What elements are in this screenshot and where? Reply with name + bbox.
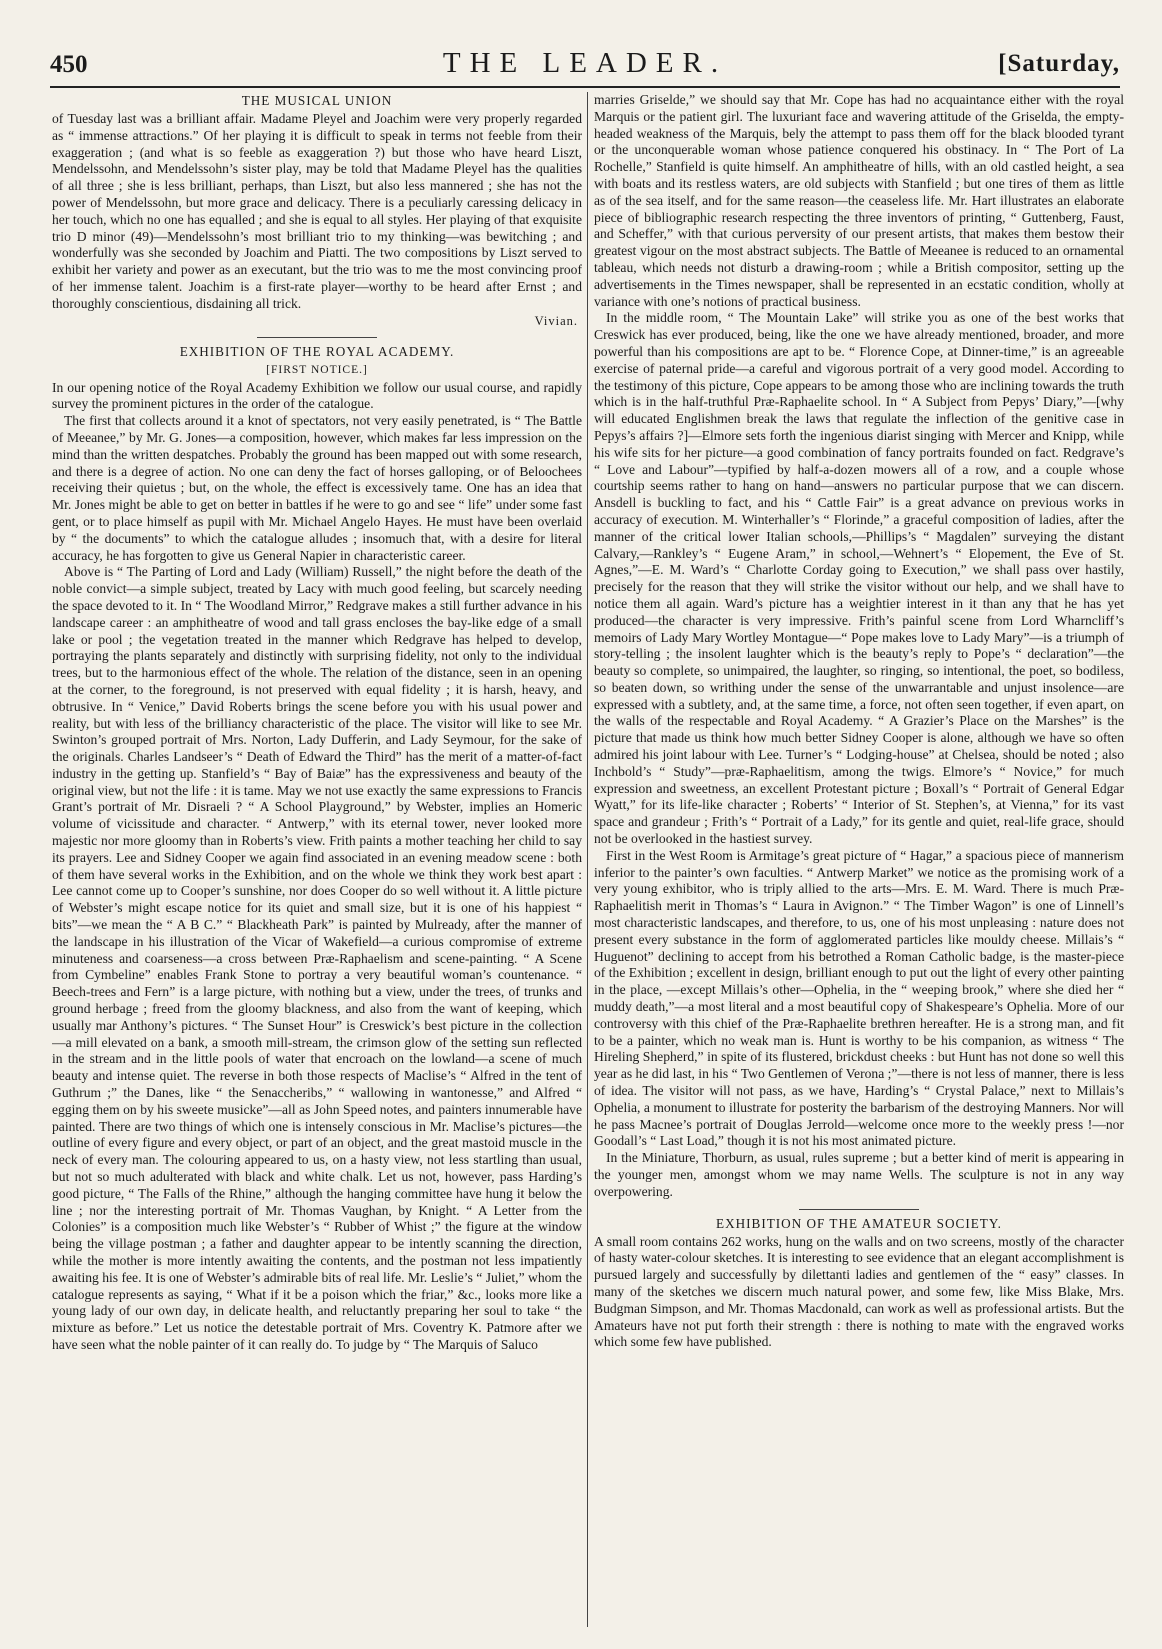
left-column (52, 92, 582, 1627)
page-number: 450 (50, 51, 88, 78)
right-column (594, 92, 1124, 1627)
academy-paragraph-3: Above is “ The Parting of Lord and Lady (William) Russell,” the night before the death of the noble convict—a simple subject, treated by Lacy with much good feeling, but scarcely needing the space devoted to it. In “ The Woodland Mirror,” Redgrave makes a still further advance in his landscape career : an amphitheatre of wood and tall grass encloses the bay-like edge of a small lake or pool ; the vegetation treated in the manner which Redgrave has helped to develop, portraying the plants separately and distinctly with surprising fidelity, not only to the individual trees, but to the harmonious effect of the whole. The relation of the distance, seen in an opening at the corner, to the foreground, is not preserved with equal fidelity ; it is harsh, heavy, and obtrusive. In “ Venice,” David Roberts brings the scene before you with his usual power and reality, but with less of the brilliancy characteristic of the place. The visitor will like to see Mr. Swinton’s grouped portrait of Mrs. Norton, Lady Dufferin, and Lady Seymour, for the sake of the originals. Charles Landseer’s “ Death of Edward the Third” has the merit of a matter-of-fact industry in the getting up. Stanfield’s “ Bay of Baiæ” has the expressiveness and beauty of the original view, but not the life : it is tame. May we not use exactly the same expressions to Francis Grant’s portrait of Mr. Disraeli ? “ A School Playground,” by Webster, implies an Homeric volume of vicissitude and character. “ Antwerp,” with its eternal tower, never looked more majestic nor more gloomy than in Roberts’s view. Frith paints a mother teaching her child to say its prayers. Lee and Sidney Cooper we again find associated in an evening meadow scene : both of them have several works in the Exhibition, and on the whole we think they work best apart : Lee cannot come up to Cooper’s sunshine, nor does Cooper do so well without it. A little picture of Webster’s might escape notice for its quiet and small size, but it is one of his happiest “ bits”—we mean the “ A B C.” “ Blackheath Park” is painted by Mulready, after the manner of the landscape in his illustration of the Vicar of Wakefield—a curious compromise of extreme minuteness and coarseness—a cross between Præ-Raphaelism and scene-painting. “ A Scene from Cymbeline” enables Frank Stone to portray a very beautiful woman’s countenance. “ Beech-trees and Fern” is a large picture, with nothing but a view, under the trees, of trunks and ground herbage ; freed from the gloomy blackness, and also from the want of keeping, which usually mar Anthony’s pictures. “ The Sunset Hour” is Creswick’s best picture in the collection—a mill elevated on a bank, a smooth mill-stream, the crimson glow of the setting sun reflected in the stream and in the little pools of water that encroach on the lowland—a scene of much beauty and intense quiet. The reverse in both those respects of Maclise’s “ Alfred in the tent of Guthrum ;” the Danes, like “ the Senaccheribs,” “ wallowing in wantonesse,” and Alfred “ egging them on by his sweete musicke”—all as John Speed notes, and painters innumerable have painted. There are two things of which one is intensely conscious in Mr. Maclise’s pictures—the outline of every figure and every object, or part of an object, and the great mastoid muscle in the neck of every man. The colouring appeared to us, on a hasty view, not less startling than usual, but not so much adulterated with black and white chalk. Let us not, however, pass Harding’s good picture, “ The Falls of the Rhine,” although the hanging committee have hung it below the line ; nor the interesting portrait of Mr. Thomas Vaughan, by Knight. “ A Letter from the Colonies” is a composition much like Webster’s “ Rubber of Whist ;” the figure at the window being the village postman ; a father and daughter appear to be intently scanning the direction, while the mother is more intently awaiting the contents, and the postman not less impatiently awaiting his fee. It is one of Webster’s admirable bits of real life. Mr. Leslie’s “ Juliet,” whom the catalogue represents as saying, “ What if it be a poison which the friar,” &c., looks more like a young lady of our own day, in delicate health, and reluctantly preparing her soul to take “ the mixture as before.” Let us notice the detestable portrait of Mrs. Coventry K. Patmore after we have seen what the noble painter of it can really do. To judge by “ The Marquis of Saluco (52, 564, 582, 1352)
amateur-society-paragraph: A small room contains 262 works, hung on the walls and on two screens, mostly of the character of hasty water-colour sketches. It is interesting to see evidence that an elegant accomplishment is pursued largely and successfully by dilettanti ladies and gentlemen of the “ easy” classes. In many of the sketches we discern much natural power, and some few, like Miss Blake, Mrs. Budgman Simpson, and Mr. Thomas Macdonald, can work as well as professional artists. But the Amateurs have not put forth their strength : there is nothing to mate with the engraved works which some few have published. (594, 1233, 1124, 1350)
miniature-paragraph: In the Miniature, Thorburn, as usual, rules supreme ; but a better kind of merit is appearing in the younger men, amongst whom we may name Wells. The sculpture is not in any way overpowering. (594, 1150, 1124, 1199)
academy-paragraph-continued: marries Griselde,” we should say that Mr. Cope has had no acquaintance either with the royal Marquis or the patient girl. The luxuriant face and wavering attitude of the Griselda, the empty-headed weakness of the Marquis, bely the attempt to pass them off for the black blooded tyrant or the unconquerable woman whose patience conquered his obstinacy. In “ The Port of La Rochelle,” Stanfield is quite himself. An amphitheatre of hills, with an old castled height, a sea with boats and its restless waters, are old subjects with Stanfield ; but one tires of them as little as of the sea itself, and for the same reason—the ceaseless life. Mr. Hart illustrates an elaborate piece of bibliographic research respecting the three inventors of printing, “ Guttenberg, Faust, and Scheffer,” with that curious perversity of our present artists, that makes them bestow their greatest vigour on the most abstract subjects. The Battle of Meeanee is reduced to an ornamental tableau, which needs not disturb a drawing-room ; while a British compositor, setting up the advertisements in the Times newspaper, shall be represented in an ecstatic condition, wholly at variance with one’s notions of practical business. (594, 92, 1124, 309)
musical-union-paragraph: of Tuesday last was a brilliant affair. Madame Pleyel and Joachim were very properly regarded as “ immense attractions.” Of her playing it is difficult to speak in terms not feeble from their exaggeration ; (and what is so feeble as exaggeration ?) but those who have heard Liszt, Mendelssohn, and Mendelssohn’s sister play, may be told that Madame Pleyel has the qualities of all three ; she is less brilliant, perhaps, than Liszt, but also less mannered ; she has not the power of Mendelssohn, but more grace and delicacy. There is a peculiarly caressing delicacy in her touch, which no one has equalled ; and she is equal to all styles. Her playing of that exquisite trio D minor (49)—Mendelssohn’s most brilliant trio to my thinking—was bewitching ; and wonderfully was she seconded by Joachim and Piatti. The two compositions by Liszt served to exhibit her variety and power as an executant, but the trio was to me the most convincing proof of her immense talent. Joachim is a first-rate player—worthy to be heard after Ernst ; and thoroughly conscientious, disdaining all trick. (52, 111, 582, 311)
first-notice-subheading: [FIRST NOTICE.] (266, 363, 368, 376)
academy-paragraph-1: In our opening notice of the Royal Academy Exhibition we follow our usual course, and rapidly survey the prominent pictures in the order of the catalogue. (52, 379, 582, 412)
musical-union-heading: THE MUSICAL UNION (241, 93, 393, 108)
column-divider (587, 92, 588, 1627)
issue-day: [Saturday, (998, 50, 1120, 77)
academy-paragraph-2: The first that collects around it a knot of spectators, not very easily penetrated, is “ The Battle of Meeanee,” by Mr. G. Jones—a composition, however, which makes far less impression on the mind than the written despatches. Probably the ground has been mapped out with some research, and there is a degree of action. No one can deny the fact of horses galloping, or of Beloochees receiving their quietus ; but, on the whole, the effect is excessively tame. One has an idea that Mr. Jones might be able to get on better in battles if he were to go and see “ life” under some fast gent, or to place himself as pupil with Mr. Michael Angelo Hayes. He must have been overlaid by “ the documents” to which the catalogue alludes ; insomuch that, with a desire for literal accuracy, he has forgotten to give us General Napier in characteristic career. (52, 413, 582, 563)
royal-academy-heading: EXHIBITION OF THE ROYAL ACADEMY. (179, 343, 455, 359)
amateur-society-heading: EXHIBITION OF THE AMATEUR SOCIETY. (716, 1215, 1002, 1231)
masthead (50, 47, 1120, 83)
signature: Vivian. (534, 313, 578, 328)
middle-room-paragraph: In the middle room, “ The Mountain Lake” will strike you as one of the best works that Creswick has ever produced, being, like the one we have already mentioned, broader, and more powerful than his compositions are apt to be. “ Florence Cope, at Dinner-time,” is an agreeable exercise of paternal pride—a careful and vigorous portrait of a very good model. According to the testimony of this picture, Cope appears to be among those who are inclining towards the truth which is in the half-truthful Præ-Raphaelite school. In “ A Subject from Pepys’ Diary,”—[why will educated Englishmen break the laws that regulate the inflection of the genitive case in Pepys’s affairs ?]—Elmore sets forth the ingenious diarist singing with Mercer and Knipp, while his wife sits for her picture—a good combination of fancy portraits founded on fact. Redgrave’s “ Love and Labour”—typified by half-a-dozen mowers all of a row, and a couple whose courtship seems rather to hang on hand—answers no particular purpose that we can discern. Ansdell is buckling to fact, and his “ Cattle Fair” is a great advance on previous works in accuracy of execution. M. Winterhaller’s “ Florinde,” a graceful composition of ladies, after the manner of the critical lower Italian schools,—Phillips’s “ Magdalen” surveying the distant Calvary,—Rankley’s “ Eugene Aram,” in school,—Wehnert’s “ Elopement, the Eve of St. Agnes,”—E. M. Ward’s “ Charlotte Corday going to Execution,” we shall pass over hastily, precisely for the reason that they will strike the visitor without our help, and we shall have to notice them all again. Ward’s picture has a weightier interest in it than any that he has yet produced—the character is very impressive. Frith’s painful scene from Lord Wharncliff’s memoirs of Lady Mary Wortley Montague—“ Pope makes love to Lady Mary”—is a triumph of story-telling ; the insolent laughter which is the beauty’s reply to Pope’s “ declaration”—the beauty so complete, so unimpaired, the laughter, so ringing, so intentional, the poet, so bodiless, so beaten down, so writhing under the sense of the unwarrantable and unjust insolence—are expressed with a subtlety, and, at the same time, a force, not often seen together, if even apart, on the walls of the respectable and Royal Academy. “ A Grazier’s Place on the Marshes” is the picture that made us think how much better Sidney Cooper is alone, although we have so often admired his joint labour with Lee. Turner’s “ Lodging-house” at Chelsea, should be noted ; also Inchbold’s “ Study”—præ-Raphaelitism, among the twigs. Elmore’s “ Novice,” for much expression and sweetness, an excellent Protestant picture ; Boxall’s “ Portrait of General Edgar Wyatt,” for its life-like character ; Roberts’ “ Interior of St. Stephen’s, at Vienna,” for its vast space and grandeur ; Frith’s “ Portrait of a Lady,” for its gentle and quiet, real-life grace, should not be overlooked in the hastiest survey. (594, 310, 1124, 847)
west-room-paragraph: First in the West Room is Armitage’s great picture of “ Hagar,” a spacious piece of mannerism inferior to the painter’s own faculties. “ Antwerp Market” we notice as the promising work of a very young exhibitor, who is triply allied to the arts—Mrs. E. M. Ward. There is much Præ-Raphaelitish merit in Thomas’s “ Laura in Avignon.” “ The Timber Wagon” is one of Linnell’s most characteristic landscapes, and therefore, to us, one of his most unpleasing : nature does not present every substance in the form of agglomerated particles like mouldy cheese. Millais’s “ Huguenot” declining to accept from his betrothed a Roman Catholic badge, is the master-piece of the Exhibition ; excellent in design, brilliant enough to put out the light of every other painting in the place, —except Millais’s other—Ophelia, in the “ weeping brook,” where she died her “ muddy death,”—a most literal and a most beautiful copy of Shakespeare’s Ophelia. More of our controversy with this chief of the Præ-Raphaelite brethren hereafter. He is a strong man, and fit to be a painter, which no weak man is. Hunt is worthy to be his companion, as witness “ The Hireling Shepherd,” in spite of its flustered, brickdust cheeks : but Hunt has not done so well this year as he did last, in his “ Two Gentlemen of Verona ;”—there is not less of manner, there is less of idea. The visitor will not pass, as we have, Harding’s “ Crystal Palace,” next to Millais’s Ophelia, a monument to illustrate for posterity the barbarism of the destroying Manners. Nor will he pass Macnee’s portrait of Douglas Jerrold—welcome once more to the weekly press !—nor Goodall’s “ Last Load,” though it is not his most animated picture. (594, 847, 1124, 1149)
header-rule (50, 86, 1120, 88)
section-divider (257, 337, 377, 338)
section-divider (799, 1209, 919, 1210)
newspaper-title: THE LEADER. (442, 47, 728, 79)
